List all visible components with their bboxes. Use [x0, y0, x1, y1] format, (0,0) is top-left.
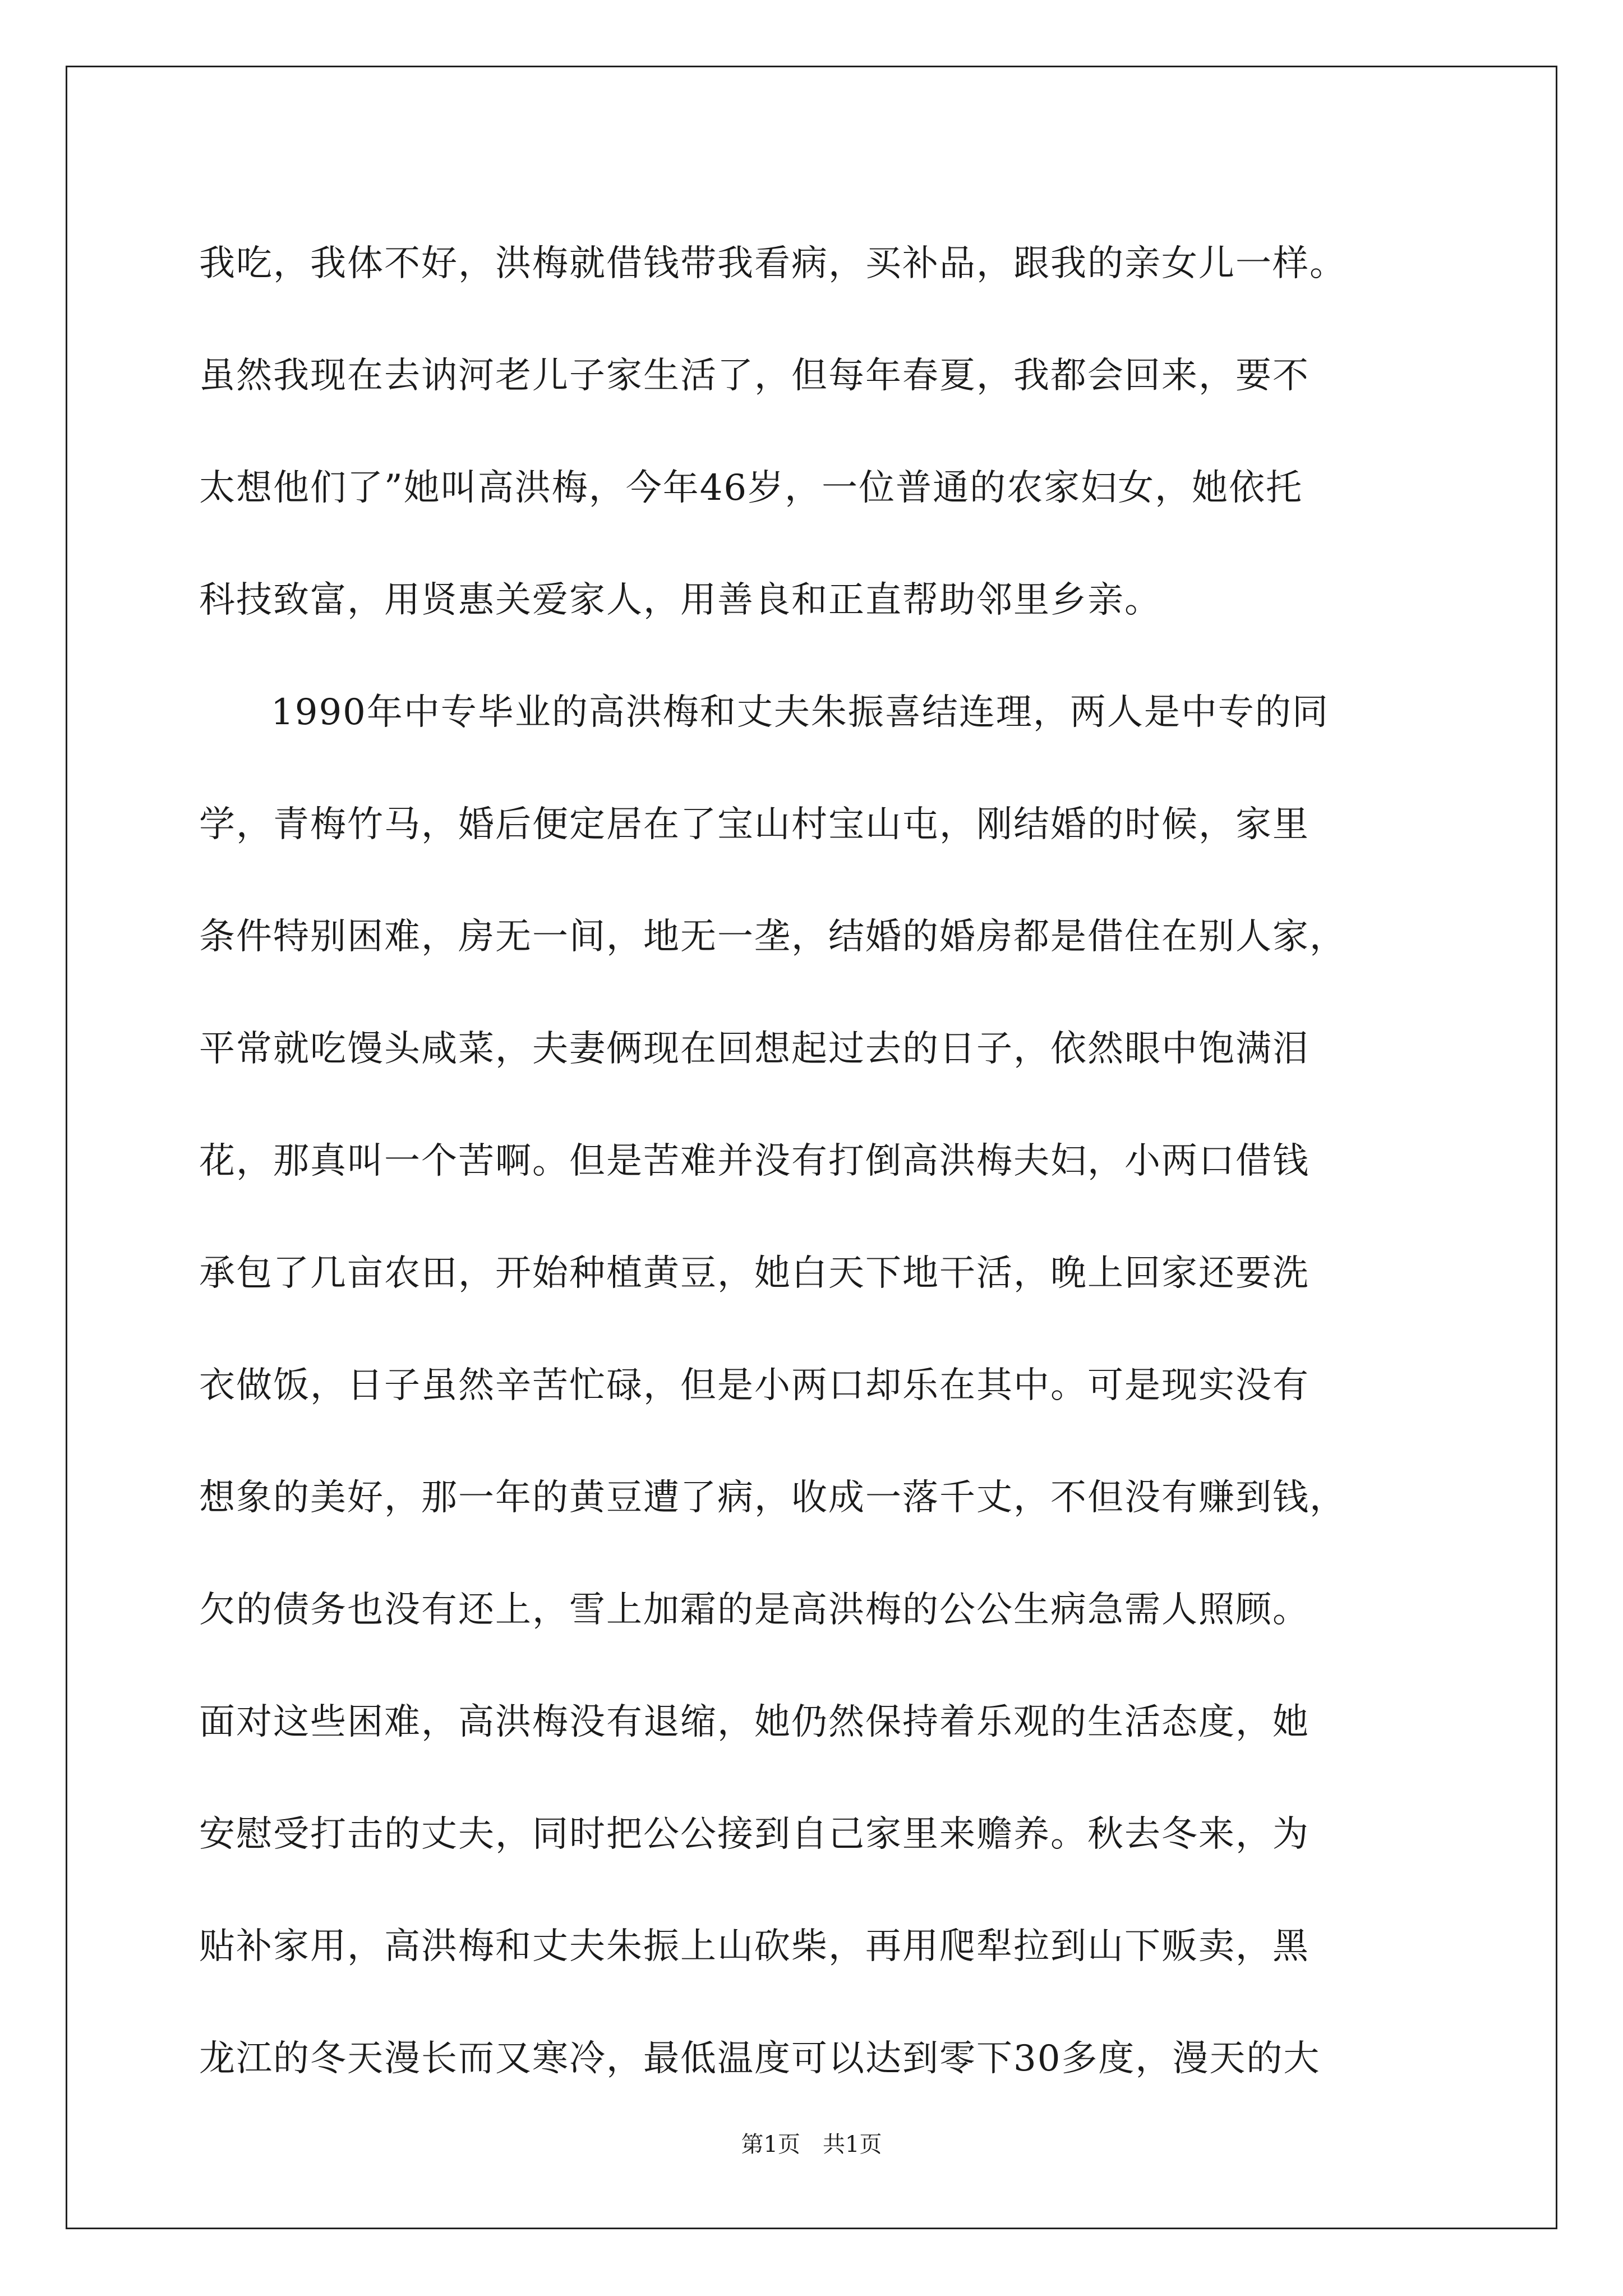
text-line: 安慰受打击的丈夫，同时把公公接到自己家里来赡养。秋去冬来，为 [199, 1814, 1310, 1855]
text-line: 条件特别困难，房无一间，地无一垄，结婚的婚房都是借住在别人家， [199, 916, 1347, 958]
page-total: 共1页 [823, 2132, 882, 2157]
page-footer [0, 2129, 1623, 2160]
text-line: 学，青梅竹马，婚后便定居在了宝山村宝山屯，刚结婚的时候，家里 [199, 804, 1310, 845]
text-line: 面对这些困难，高洪梅没有退缩，她仍然保持着乐观的生活态度，她 [199, 1701, 1310, 1743]
text-line: 贴补家用，高洪梅和丈夫朱振上山砍柴，再用爬犁拉到山下贩卖，黑 [199, 1926, 1310, 1967]
page-number: 第1页 [741, 2132, 800, 2157]
text-line: 承包了几亩农田，开始种植黄豆，她白天下地干活，晚上回家还要洗 [199, 1253, 1310, 1294]
text-line: 我吃，我体不好，洪梅就借钱带我看病，买补品，跟我的亲女儿一样。 [199, 243, 1347, 284]
text-line: 平常就吃馒头咸菜，夫妻俩现在回想起过去的日子，依然眼中饱满泪 [199, 1028, 1310, 1070]
text-line: 虽然我现在去讷河老儿子家生活了，但每年春夏，我都会回来，要不 [199, 355, 1310, 397]
text-line: 想象的美好，那一年的黄豆遭了病，收成一落千丈，不但没有赚到钱， [199, 1477, 1347, 1519]
text-line: 衣做饭，日子虽然辛苦忙碌，但是小两口却乐在其中。可是现实没有 [199, 1365, 1310, 1406]
text-line: 欠的债务也没有还上，雪上加霜的是高洪梅的公公生病急需人照顾。 [199, 1589, 1310, 1631]
text-line: 太想他们了”她叫高洪梅，今年46岁，一位普通的农家妇女，她依托 [199, 467, 1303, 509]
text-line: 花，那真叫一个苦啊。但是苦难并没有打倒高洪梅夫妇，小两口借钱 [199, 1140, 1310, 1182]
text-line: 科技致富，用贤惠关爱家人，用善良和正直帮助邻里乡亲。 [199, 579, 1161, 621]
text-line-paragraph-start: 1990年中专毕业的高洪梅和丈夫朱振喜结连理，两人是中专的同 [271, 692, 1329, 733]
document-body [199, 208, 1461, 2115]
text-line: 龙江的冬天漫长而又寒冷，最低温度可以达到零下30多度，漫天的大 [199, 2038, 1321, 2079]
